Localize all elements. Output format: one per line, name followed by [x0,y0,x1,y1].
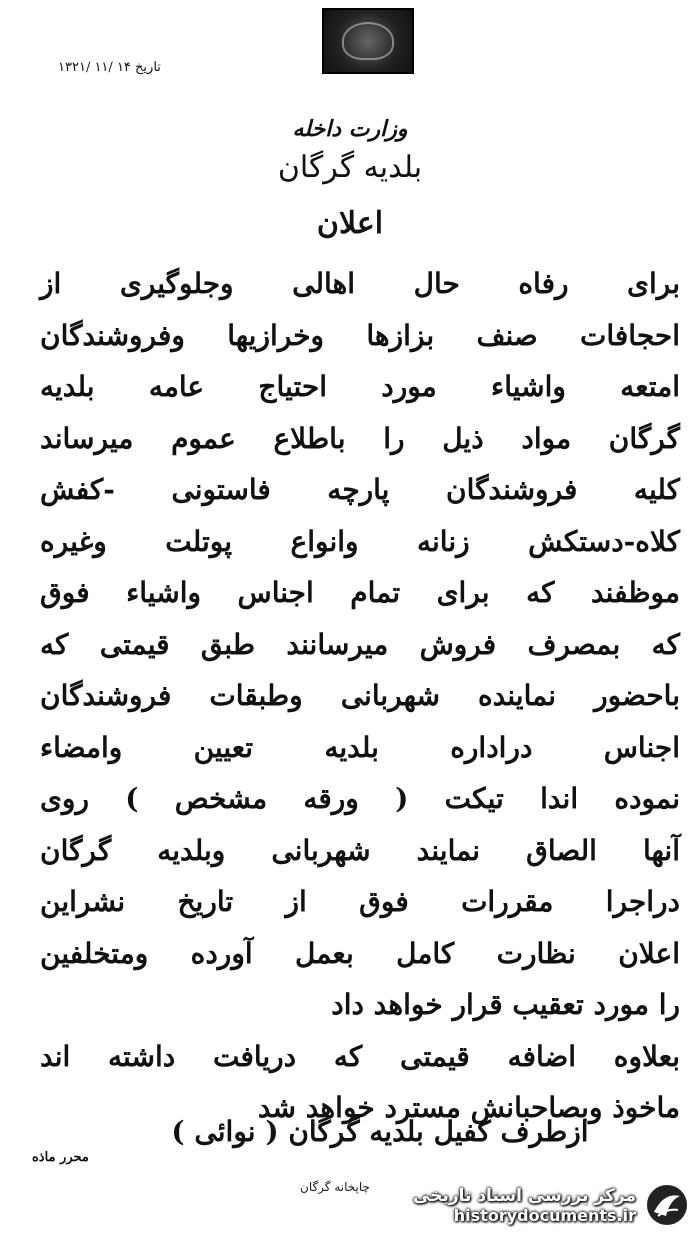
body-line: احجافات صنف بزازها وخرازیها وفروشندگان [40,318,680,352]
signature-line: ازطرف کفیل بلدیه گرگان ( نوائی ) [171,1115,589,1148]
watermark-text [413,1186,636,1225]
body-line: امتعه واشیاء مورد احتیاج عامه بلدیه [40,370,680,403]
document-date: تاریخ ۱۴ /۱۱ /۱۳۲۱ [58,60,161,75]
body-line: کلاه-دستکش زنانه وانواع پوتلت وغیره [40,524,680,558]
body-line: که بمصرف فروش میرسانند طبق قیمتی که [40,627,680,661]
body-line: اعلان نظارت کامل بعمل آورده ومتخلفین [40,936,680,970]
body-line: ماخوذ وبصاحبانش مسترد خواهد شد [257,1091,680,1124]
body-line: بعلاوه اضافه قیمتی که دریافت داشته اند [40,1039,680,1073]
body-line: اجناس دراداره بلدیه تعیین وامضاء [40,730,680,764]
body-line: دراجرا مقررات فوق از تاریخ نشراین [40,885,680,918]
body-line: گرگان مواد ذیل را باطلاع عموم میرساند [40,421,680,455]
history-documents-logo-icon [644,1182,690,1228]
announcement-title: اعلان [316,206,384,241]
body-line: کلیه فروشندگان پارچه فاستونی -کفش [40,473,680,506]
watermark-title: مرکز بررسی اسناد تاریخی [413,1185,636,1206]
body-line: را مورد تعقیب قرار خواهد داد [331,988,680,1021]
body-line: برای رفاه حال اهالی وجلوگیری از [40,267,680,300]
ministry-heading: وزارت داخله [292,116,408,142]
announcement-body [40,258,680,1134]
watermark [410,1178,690,1232]
body-line: آنها الصاق نمایند شهربانی وبلدیه گرگان [40,833,680,867]
emblem-image [322,8,414,74]
municipality-heading: بلدیه گرگان [277,150,423,185]
printer-stamp: چاپخانه گرگان [300,1180,370,1194]
editor-note: محرر ماذه [32,1150,89,1165]
body-line: نموده اندا تیکت ( ورقه مشخص ) روی [40,782,680,815]
body-line: باحضور نماینده شهربانی وطبقات فروشندگان [40,679,680,712]
body-line: موظفند که برای تمام اجناس واشیاء فوق [40,576,680,609]
watermark-url: historydocuments.ir [453,1205,636,1225]
